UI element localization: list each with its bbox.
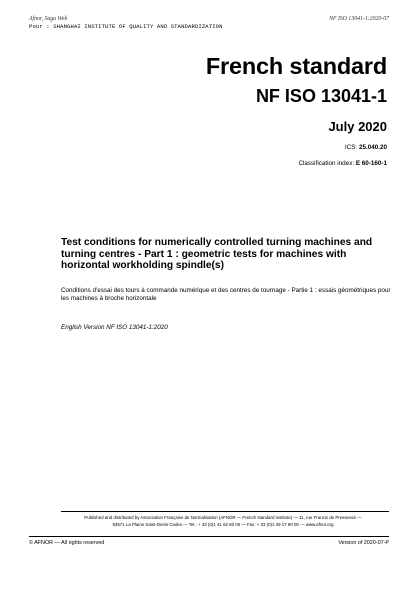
footer-rule (29, 536, 389, 537)
publisher-rule (61, 511, 389, 512)
ics-line (187, 144, 387, 152)
standard-number: NF ISO 13041-1 (255, 86, 387, 106)
header-doc-ref: NF ISO 13041-1:2020-07 (329, 16, 389, 22)
standard-type-title: French standard (205, 53, 387, 79)
classification-label: Classification index: (298, 160, 355, 167)
copyright: © AFNOR — All rights reserved (29, 540, 105, 546)
header-licensee: Pour : SHANGHAI INSTITUTE OF QUALITY AND STANDARDIZATION (29, 23, 223, 30)
ics-label: ICS: (344, 144, 358, 151)
publisher-line-1: Published and distributed by Association Française de Normalisation (AFNOR — French standard institute) — 11, rue Francis de Pressensé — (84, 515, 362, 520)
classification-line (187, 160, 387, 168)
header-source: Afnor, Saga Web (29, 16, 68, 22)
version-date: Version of 2020-07-P (338, 540, 389, 546)
publication-date: July 2020 (328, 119, 387, 134)
english-title: Test conditions for numerically controlled turning machines and turning centres - Part 1 : geometric tests for machines with horizontal workholding spindle(s) (61, 237, 373, 271)
french-title: Conditions d'essai des tours à commande numérique et des centres de tournage - Partie 1 : essais géométriques pour les machines à broche horizontale (61, 287, 391, 302)
ics-value: 25.040.20 (358, 144, 387, 151)
publisher-line-2: 93571 La Plaine Saint-Denis Cedex — Tel.: + 33 (0)1 41 62 80 00 — Fax: + 33 (0)1 49 17 90 00 — www.afnor.org (112, 522, 334, 527)
classification-value: E 60-160-1 (355, 160, 387, 167)
english-version: English Version NF ISO 13041-1:2020 (61, 324, 168, 331)
